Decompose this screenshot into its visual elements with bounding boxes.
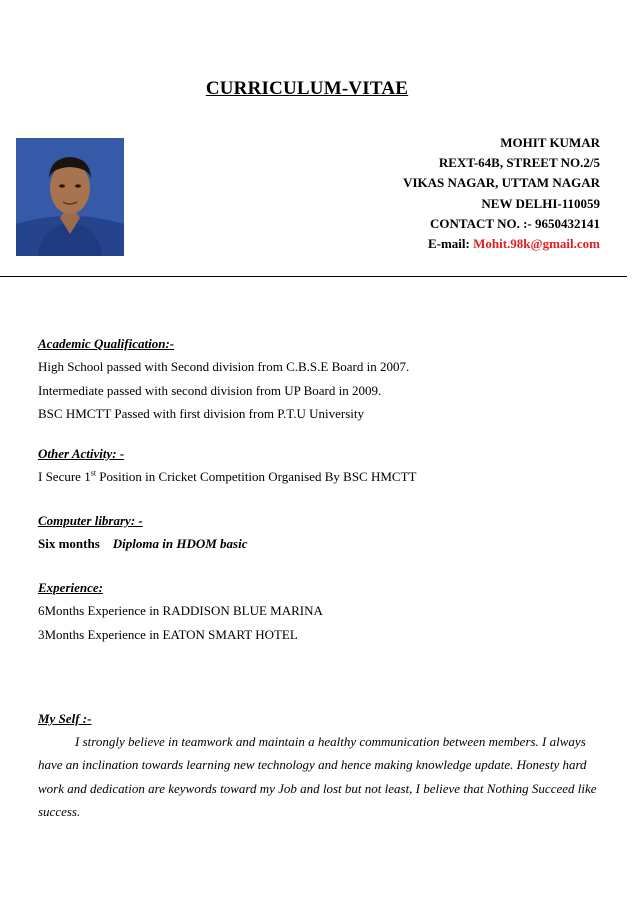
- profile-photo: [16, 138, 124, 256]
- computer-heading: Computer library: -: [38, 513, 143, 528]
- course-name: Diploma in HDOM basic: [112, 536, 248, 551]
- myself-heading: My Self :-: [38, 711, 92, 726]
- activity-text-start: I Secure 1: [38, 469, 91, 484]
- myself-section: [38, 708, 608, 823]
- address-line-1: REXT-64B, STREET NO.2/5: [438, 155, 600, 171]
- activity-superscript: st: [90, 468, 97, 478]
- address-line-2: VIKAS NAGAR, UTTAM NAGAR: [403, 175, 600, 191]
- header-divider: [0, 276, 627, 277]
- contact-block: [403, 133, 600, 254]
- myself-paragraph: I strongly believe in teamwork and maintain a healthy communication between members. I always have an inclination towards learning new technology and hence making knowledge update. Honesty hard work and dedication are keywords toward my Job and lost but not least, I believe that Nothing Succeed like success.: [38, 734, 597, 819]
- computer-course-line: [38, 532, 608, 556]
- academic-item: Intermediate passed with second division from UP Board in 2009.: [38, 382, 382, 398]
- other-activity-text: [38, 465, 608, 489]
- academic-section: [38, 333, 608, 426]
- email-label: E-mail:: [427, 236, 470, 252]
- contact-phone: CONTACT NO. :- 9650432141: [430, 215, 600, 231]
- course-duration: Six months: [38, 536, 100, 551]
- experience-heading: Experience:: [38, 580, 103, 595]
- experience-item: 3Months Experience in EATON SMART HOTEL: [38, 626, 298, 642]
- experience-section: [38, 577, 608, 646]
- academic-item: High School passed with Second division from C.B.S.E Board in 2007.: [38, 359, 410, 374]
- cv-title: CURRICULUM-VITAE: [205, 78, 409, 99]
- contact-name: MOHIT KUMAR: [500, 135, 600, 150]
- experience-item: 6Months Experience in RADDISON BLUE MARINA: [38, 603, 323, 618]
- academic-item: BSC HMCTT Passed with first division from P.T.U University: [38, 406, 364, 421]
- academic-heading: Academic Qualification:-: [38, 336, 175, 351]
- computer-section: [38, 510, 608, 556]
- other-activity-heading: Other Activity: -: [38, 446, 125, 461]
- email-row: [403, 234, 600, 254]
- other-activity-section: [38, 443, 608, 489]
- address-line-3: NEW DELHI-110059: [481, 195, 600, 211]
- email-link[interactable]: Mohit.98k@gmail.com: [473, 236, 600, 252]
- activity-text-end: Position in Cricket Competition Organised By BSC HMCTT: [96, 469, 417, 484]
- person-portrait-icon: [16, 138, 124, 256]
